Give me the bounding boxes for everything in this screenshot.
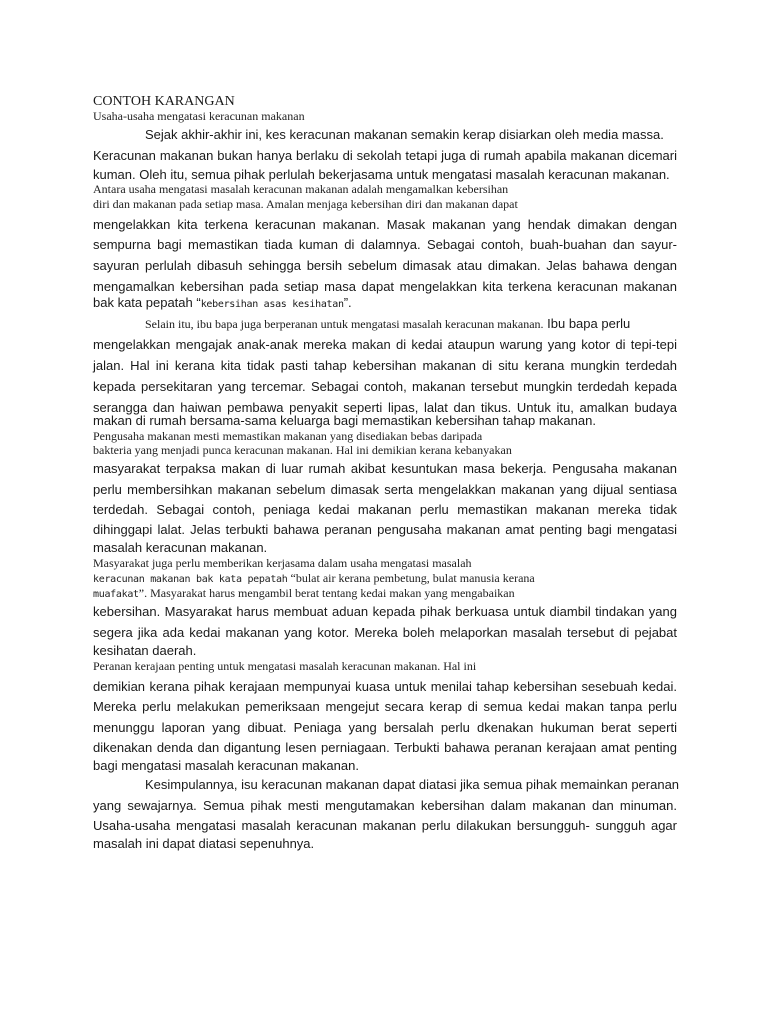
p4-line-2: perlu membersihkan makanan sebelum dimasak serta mengelakkan makanan yang dijual sentiasa [93, 482, 677, 497]
p7-line-2: yang sewajarnya. Semua pihak mesti mengutamakan kebersihan dalam makanan dan minuman. [93, 798, 677, 813]
p2-proverb-close: ”. [343, 295, 352, 310]
p3-line-2: mengelakkan mengajak anak-anak mereka makan di kedai ataupun warung yang kotor di tepi-tepi [93, 337, 677, 352]
p4-line-1: masyarakat terpaksa makan di luar rumah akibat kesuntukan masa bekerja. Pengusaha makanan [93, 461, 677, 476]
p5-serif-text-1: “bulat air kerana pembetung, bulat manusia kerana [287, 571, 535, 585]
essay-heading: CONTOH KARANGAN [93, 94, 235, 109]
p2-serif-line-1: Antara usaha mengatasi masalah keracunan makanan adalah mengamalkan kebersihan [93, 182, 509, 196]
p3-line-5: serangga dan haiwan pembawa penyakit seperti lipas, lalat dan tikus. Untuk itu, amalkan budaya [93, 400, 677, 415]
p2-proverb: kebersihan asas kesihatan [200, 299, 344, 310]
p3-line-3: jalan. Hal ini kerana kita tidak pasti tahap kebersihan makanan di situ kerana mungkin terdedah [93, 358, 677, 373]
p4-serif-line-2: bakteria yang menjadi punca keracunan makanan. Hal ini demikian kerana kebanyakan [93, 443, 512, 457]
p5-serif-line-1: Masyarakat juga perlu memberikan kerjasama dalam usaha mengatasi masalah [93, 556, 472, 570]
p2-proverb-lead: bak kata pepatah “ [93, 295, 201, 310]
p2-line-4: mengamalkan kebersihan pada setiap masa dapat mengelakkan kita terkena keracunan makanan [93, 279, 677, 294]
p7-line-1: Kesimpulannya, isu keracunan makanan dapat diatasi jika semua pihak memainkan peranan [145, 777, 680, 792]
p3-sans-lead: Ibu bapa perlu [543, 316, 631, 331]
p4-line-3: terdedah. Sebagai contoh, peniaga kedai makanan perlu memastikan makanan mereka tidak [93, 502, 677, 517]
p5-line-1: kebersihan. Masyarakat harus membuat aduan kepada pihak berkuasa untuk diambil tindakan yang [93, 604, 677, 619]
p4-line-5: masalah keracunan makanan. [93, 540, 268, 555]
p4-line-4: dihinggapi lalat. Jelas terbukti bahawa peranan pengusaha makanan amat penting bagi mengatasi [93, 522, 677, 537]
essay-subtitle: Usaha-usaha mengatasi keracunan makanan [93, 109, 305, 123]
p5-serif-line-2 [93, 571, 677, 587]
p6-line-5: bagi mengatasi masalah keracunan makanan. [93, 758, 359, 773]
p6-line-1: demikian kerana pihak kerajaan mempunyai kuasa untuk menilai tahap kebersihan sesebuah kedai. [93, 679, 677, 694]
p7-line-4: masalah ini dapat diatasi sepenuhnya. [93, 836, 315, 851]
p4-serif-line-1: Pengusaha makanan mesti memastikan makanan yang disediakan bebas daripada [93, 429, 483, 443]
p5-line-3: kesihatan daerah. [93, 643, 197, 658]
p2-line-2: sempurna bagi memastikan tiada kuman di dalamnya. Sebagai contoh, buah-buahan dan sayur- [93, 237, 677, 252]
p6-line-3: menunggu laporan yang dibuat. Peniaga yang bersalah perlu dkenakan hukuman berat seperti [93, 720, 677, 735]
p6-serif-line-1: Peranan kerajaan penting untuk mengatasi masalah keracunan makanan. Hal ini [93, 659, 477, 673]
p2-serif-line-2: diri dan makanan pada setiap masa. Amalan menjaga kebersihan diri dan makanan dapat [93, 197, 518, 211]
p5-hand-text-1: keracunan makanan bak kata pepatah [93, 574, 288, 585]
p3-line-1 [93, 314, 677, 334]
p2-line-1: mengelakkan kita terkena keracunan makanan. Masak makanan yang hendak dimakan dengan [93, 217, 677, 232]
p1-line-3: kuman. Oleh itu, semua pihak perlulah bekerjasama untuk mengatasi masalah keracunan makanan. [93, 167, 670, 182]
p2-line-3: sayuran perlulah dibasuh sehingga bersih sebelum dimasak atau dimakan. Jelas bahawa dengan [93, 258, 677, 273]
p5-hand-text-2: muafakat [93, 589, 139, 600]
p3-line-4: kepada persekitaran yang tercemar. Sebagai contoh, makanan tersebut mungkin terdedah kepada [93, 379, 677, 394]
p6-line-2: Mereka perlu melakukan pemeriksaan mengejut secara kerap di semua kedai makan tanpa perlu [93, 699, 677, 714]
p3-serif-lead: Selain itu, ibu bapa juga berperanan untuk mengatasi masalah keracunan makanan. [145, 317, 544, 331]
p1-line-2: Keracunan makanan bukan hanya berlaku di sekolah tetapi juga di rumah apabila makanan dicemari [93, 148, 677, 163]
p7-line-3: Usaha-usaha mengatasi masalah keracunan makanan perlu dilakukan bersungguh- sungguh agar [93, 818, 677, 833]
p6-line-4: dikenakan denda dan digantung lesen perniagaan. Terbukti bahawa peranan kerajaan amat penting [93, 740, 677, 755]
p1-line-1: Sejak akhir-akhir ini, kes keracunan makanan semakin kerap disiarkan oleh media massa. [145, 127, 664, 142]
p2-line-5 [93, 293, 677, 315]
p5-serif-text-2: ”. Masyarakat harus mengambil berat tentang kedai makan yang mengabaikan [138, 586, 515, 600]
p5-line-2: segera jika ada kedai makanan yang kotor. Mereka boleh melaporkan masalah tersebut di pejabat [93, 625, 677, 640]
p5-serif-line-3 [93, 586, 677, 602]
p3-line-6: makan di rumah bersama-sama keluarga bagi memastikan kebersihan tahap makanan. [93, 413, 596, 428]
